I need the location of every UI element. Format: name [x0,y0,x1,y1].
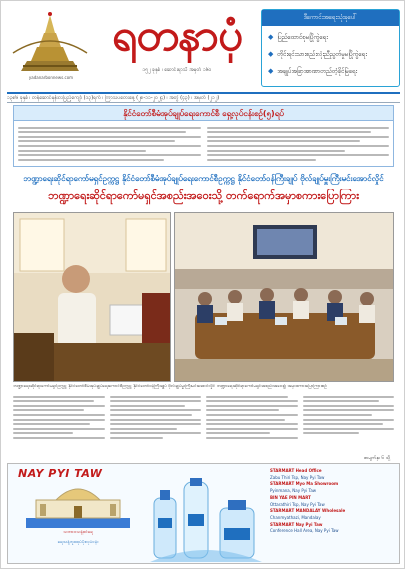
text-column [13,393,105,459]
ad-brand-logo: NAY PYI TAW [18,467,103,480]
headline-kicker: ဘဏ္ဍာရေးဆိုင်ရာကော်မရှင်ဥက္ကဋ္ဌ နိုင်ငံတော်စီမံအုပ်ချုပ်ရေးကောင်စီဥက္ကဋ္ဌ နိုင်ငံတော်ဝန်ကြီးချုပ် ဗိုလ်ချုပ်မှူးကြီးမင်းအောင်လှိုင် [23,174,384,183]
shop-name: STARMART Nay Pyi Taw [270,521,323,527]
text-column [206,393,298,459]
masthead [7,7,400,91]
shop-name: STARMART MANDALAY Wholesale [270,508,346,514]
shop-name: STARMART Head Office [270,468,322,473]
text-column [303,393,395,459]
continued-note: စာမျက်နှာ ၆ သို့ [364,456,390,461]
highlight-item: ◆ ပြည်ထောင်စုမပြိုကွဲရေး [268,29,393,46]
issue-line: ၁၅၂ ခုနှစ် ၊ ဆောင်းရာသီ အမှတ် ၁၆၀ [142,67,212,73]
pagoda-emblem-icon [11,9,89,75]
ad-tagline-2: ရေသန့်ဘူးထုပ်ပိုးလုပ်ငန်း [57,540,99,545]
building-illustration-icon [26,482,130,528]
advertisement [7,463,400,564]
shop-name: BIN YAE PIN MART [270,494,311,500]
article-text [13,393,394,459]
text-column [18,124,201,163]
ad-tagline-1: သဘာဝသန့်စင်ရေ [63,530,93,535]
featured-article-box [13,105,394,167]
highlight-item: ◆ အချုပ်အခြာအာဏာတည်တံ့ခိုင်မြဲရေး [268,63,393,80]
featured-article-title: နိုင်ငံတော်စီမံအုပ်ချုပ်ရေးကောင်စီ ရှေ့လုပ်ငန်းစဉ်(၅)ရပ် [14,106,393,121]
highlight-item: ◆ တိုင်းရင်းသားစည်းလုံးညီညွတ်မှုမပြိုကွဲရေး [268,46,393,63]
newspaper-title: ရတနာပုံ [111,10,243,61]
diamond-bullet-icon: ◆ [268,67,274,75]
diamond-bullet-icon: ◆ [268,50,274,58]
photo-caption: ဘဏ္ဍာရေးဆိုင်ရာကော်မရှင်ဥက္ကဋ္ဌ နိုင်ငံတော်စီမံအုပ်ချုပ်ရေးကောင်စီဥက္ကဋ္ဌ နိုင်ငံတော်ဝန်ကြီးချုပ် ဗိုလ်ချုပ်မှူးကြီးမင်းအောင်လှိုင် ဘဏ္ဍာရေးဆိုင်ရာကော်မရှင်အစည်းအဝေး၌ အမှာစကားပြောကြားစဉ် [13,384,327,389]
website-label: yadanarbonnews.com [28,75,74,80]
text-column [110,393,202,459]
highlights-box [261,9,400,87]
masthead-rule [7,92,400,94]
shop-list [270,468,398,535]
featured-article-body [14,121,393,166]
highlights-heading: ဒီကောင်းအရေးသုံးခုပေါ် [262,10,399,26]
dateline-rule [7,102,400,103]
dateline: ၁၃၈၆ ခုနှစ် ၊ တန်ဆောင်မုန်းလပြည့်ကျော် (၁၃)ရက် ၊ ကြာသပတေးနေ့ (၂၈-၁၁-၂၀၂၄) ၊ အတွဲ (၄၃) ၊ အမှတ် (၂၁၂) [7,95,220,101]
speaker-photo-image [14,213,171,382]
shop-address: Conference Hall Area, Nay Pyi Taw [270,528,339,534]
shop-address: Chanmyathazi, Mandalay [270,514,321,520]
photo-meeting [174,212,394,382]
shop-address: Zabu Thiri Tsp, Nay Pyi Taw [270,474,325,480]
shop-address: Ottarathiri Tsp, Nay Pyi Taw [270,501,325,507]
photo-speaker [13,212,171,382]
water-bottles-icon [150,478,262,562]
shop-name: STARMART Myo Ma Showroom [270,481,339,487]
diamond-bullet-icon: ◆ [268,33,274,41]
headline-title: ဘဏ္ဍာရေးဆိုင်ရာကော်မရှင်အစည်းအဝေးသို့ တက်ရောက်အမှာစကားပြောကြား [47,189,359,202]
text-column [207,124,390,163]
headline-block [13,173,394,207]
meeting-photo-image [175,213,394,382]
shop-address: Pyinmana, Nay Pyi Taw [270,488,317,494]
